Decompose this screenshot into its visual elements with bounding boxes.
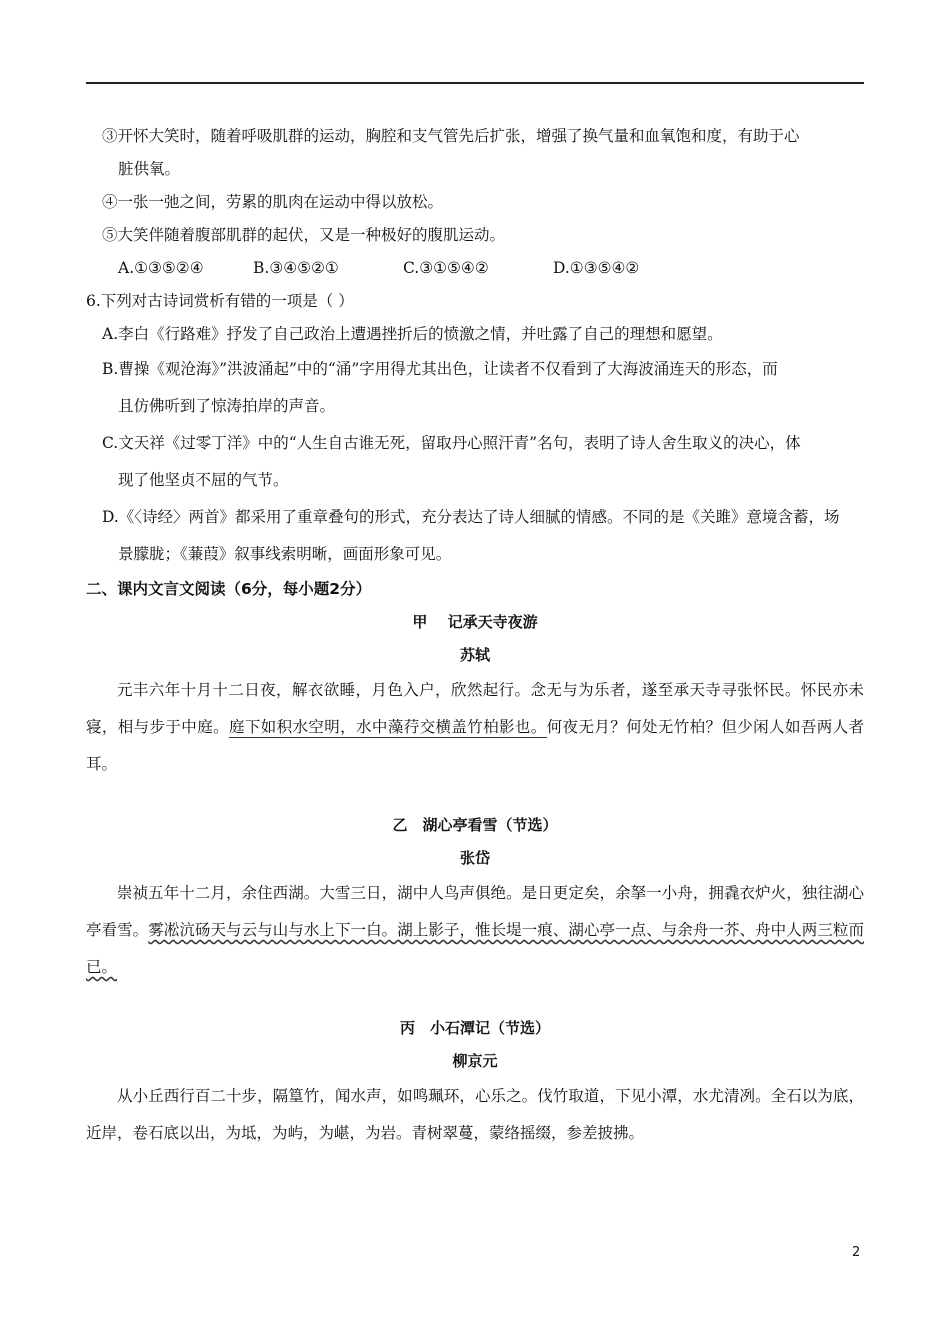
text-bing-body: 从小丘西行百二十步，隔篁竹，闻水声，如鸣珮环，心乐之。伐竹取道，下见小潭，水尤清冽。全石以为底，近岸，卷石底以出，为坻，为屿，为嵁，为岩。青树翠蔓，蒙络摇缀，参差披拂。 [86,1087,864,1142]
q6-option-b[interactable]: B.曹操《观沧海》”洪波涌起”中的“涌”字用得尤其出色，让读者不仅看到了大海波涌连天的形态，而 [102,360,778,378]
text-jia-title: 甲 记承天寺夜游 [412,613,538,631]
q6-option-c-cont: 现了他坚贞不屈的气节。 [118,471,289,489]
q6-option-a[interactable]: A.李白《行路难》抒发了自己政治上遭遇挫折后的愤激之情，并吐露了自己的理想和愿望。 [102,325,723,343]
page-body [86,120,864,1152]
q5-option-c[interactable]: C.③①⑤④② [403,259,489,277]
text-jia-author: 苏轼 [459,646,490,664]
wavy-underlined-sentence: 雾凇沆砀天与云与山与水上下一白。湖上影子，惟长堤一痕、湖心亭一点、与余舟一芥、舟中人两三粒而已。 [86,921,864,976]
header-rule [86,82,864,84]
text-yi-title: 乙 湖心亭看雪（节选） [392,816,558,834]
q5-options [86,252,864,285]
text-yi-author: 张岱 [459,849,490,867]
q6-option-d[interactable]: D.《〈诗经〉两首》都采用了重章叠句的形式，充分表达了诗人细腻的情感。不同的是《关雎》意境含蓄，场 [102,508,840,526]
text-jia-body: 元丰六年十月十二日夜，解衣欲睡，月色入户，欣然起行。念无与为乐者，遂至承天寺寻张怀民。怀民亦未寝，相与步于中庭。庭下如积水空明，水中藻荇交横盖竹柏影也。何夜无月？何处无竹柏？但少闲人如吾两人者耳。 [86,681,864,773]
text-bing-author: 柳京元 [452,1052,498,1070]
q5-item-3: ③开怀大笑时，随着呼吸肌群的运动，胸腔和支气管先后扩张，增强了换气量和血氧饱和度，有助于心 [102,127,800,145]
q5-option-a[interactable]: A.①③⑤②④ [118,259,204,277]
q6-option-b-cont: 且仿佛听到了惊涛拍岸的声音。 [118,397,336,415]
q6-option-c[interactable]: C.文天祥《过零丁洋》中的“人生自古谁无死，留取丹心照汗青”名句，表明了诗人舍生取义的决心，体 [102,434,801,452]
q5-item-3-cont: 脏供氧。 [118,160,181,178]
q5-item-5: ⑤大笑伴随着腹部肌群的起伏，又是一种极好的腹肌运动。 [102,226,506,244]
q6-option-d-cont: 景朦胧；《蒹葭》叙事线索明晰，画面形象可见。 [118,545,452,563]
q5-option-b[interactable]: B.③④⑤②① [253,259,339,277]
q6-stem: 6.下列对古诗词赏析有错的一项是（ ） [86,292,354,310]
q5-option-d[interactable]: D.①③⑤④② [553,259,640,277]
text-yi-body: 崇祯五年十二月，余住西湖。大雪三日，湖中人鸟声俱绝。是日更定矣，余拏一小舟，拥毳衣炉火，独往湖心亭看雪。雾凇沆砀天与云与山与水上下一白。湖上影子，惟长堤一痕、湖心亭一点、与余舟一芥、舟中人两三粒而已。 [86,884,864,976]
q5-item-4: ④一张一弛之间，劳累的肌肉在运动中得以放松。 [102,193,444,211]
page-number: 2 [852,1245,861,1260]
section-heading: 二、课内文言文阅读（6分，每小题2分） [86,580,372,598]
underlined-sentence: 庭下如积水空明，水中藻荇交横盖竹柏影也。 [228,718,547,736]
text-bing-title: 丙 小石潭记（节选） [399,1019,550,1037]
